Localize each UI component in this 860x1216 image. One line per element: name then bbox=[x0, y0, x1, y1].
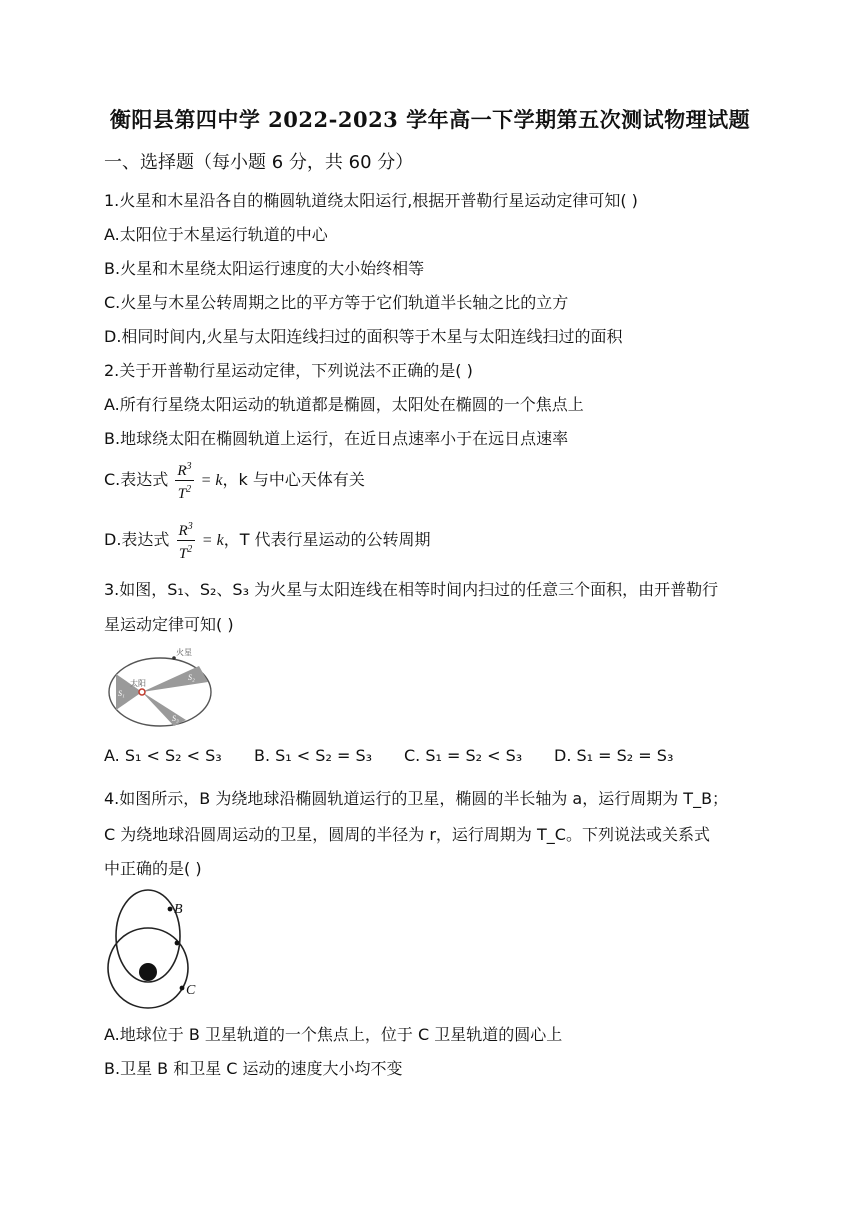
earth-icon bbox=[139, 963, 157, 981]
q4-option-a: A.地球位于 B 卫星轨道的一个焦点上，位于 C 卫星轨道的圆心上 bbox=[104, 1025, 563, 1044]
q1-option-a: A.太阳位于木星运行轨道的中心 bbox=[104, 225, 328, 244]
satellite-c-icon bbox=[180, 986, 185, 991]
q2-option-c bbox=[104, 458, 365, 503]
formula-rhs: = k bbox=[201, 532, 224, 549]
frac-denominator: T bbox=[178, 546, 188, 562]
sun-icon bbox=[139, 689, 145, 695]
frac-num-exp: 3 bbox=[186, 461, 192, 472]
formula-fraction bbox=[175, 458, 193, 503]
q3-option-c: C. S₁ = S₂ < S₃ bbox=[404, 746, 523, 765]
orbit-intersection-point bbox=[175, 941, 180, 946]
q2-option-d-suffix: ，T 代表行星运动的公转周期 bbox=[223, 530, 431, 549]
s3-label: S₃ bbox=[172, 714, 179, 723]
q4-stem-line1: 4.如图所示，B 为绕地球沿椭圆轨道运行的卫星，椭圆的半长轴为 a，运行周期为 T_B； bbox=[104, 789, 729, 808]
q4-option-b: B.卫星 B 和卫星 C 运动的速度大小均不变 bbox=[104, 1059, 403, 1078]
frac-numerator: R bbox=[178, 523, 188, 539]
q1-option-b: B.火星和木星绕太阳运行速度的大小始终相等 bbox=[104, 259, 425, 278]
q3-option-a: A. S₁ < S₂ < S₃ bbox=[104, 746, 222, 765]
s2-label: S₂ bbox=[188, 673, 195, 682]
q1-option-c: C.火星与木星公转周期之比的平方等于它们轨道半长轴之比的立方 bbox=[104, 293, 569, 312]
section-heading: 一、选择题（每小题 6 分，共 60 分） bbox=[104, 152, 414, 173]
q3-option-b: B. S₁ < S₂ = S₃ bbox=[254, 746, 373, 765]
q2-option-d bbox=[104, 518, 431, 563]
satellite-c-label: C bbox=[186, 983, 196, 998]
q2-stem: 2.关于开普勒行星运动定律，下列说法不正确的是( ) bbox=[104, 361, 473, 380]
satellite-b-icon bbox=[168, 907, 173, 912]
mars-label: 火星 bbox=[176, 648, 192, 657]
formula-rhs: = k bbox=[200, 472, 223, 489]
q2-option-c-suffix: ，k 与中心天体有关 bbox=[222, 470, 365, 489]
frac-den-exp: 2 bbox=[186, 484, 192, 495]
q4-stem-line2: C 为绕地球沿圆周运动的卫星，圆周的半径为 r，运行周期为 T_C。下列说法或关系式 bbox=[104, 825, 710, 844]
q2-option-a: A.所有行星绕太阳运动的轨道都是椭圆，太阳处在椭圆的一个焦点上 bbox=[104, 395, 584, 414]
satellite-orbit-figure bbox=[102, 888, 212, 1012]
mars-orbit-figure bbox=[104, 642, 220, 734]
q2-option-d-prefix: D.表达式 bbox=[104, 530, 170, 549]
frac-denominator: T bbox=[177, 486, 187, 502]
satellite-b-label: B bbox=[174, 902, 183, 917]
q3-options bbox=[104, 746, 704, 765]
q1-option-d: D.相同时间内,火星与太阳连线扫过的面积等于木星与太阳连线扫过的面积 bbox=[104, 327, 623, 346]
q2-option-c-prefix: C.表达式 bbox=[104, 470, 169, 489]
q4-stem-line3: 中正确的是( ) bbox=[104, 859, 202, 878]
q3-option-d: D. S₁ = S₂ = S₃ bbox=[554, 746, 674, 765]
q3-stem-line2: 星运动定律可知( ) bbox=[104, 615, 234, 634]
page-title: 衡阳县第四中学 2022-2023 学年高一下学期第五次测试物理试题 bbox=[109, 107, 751, 132]
q3-stem-line1: 3.如图，S₁、S₂、S₃ 为火星与太阳连线在相等时间内扫过的任意三个面积，由开普勒行 bbox=[104, 580, 719, 599]
frac-num-exp: 3 bbox=[187, 521, 193, 532]
frac-numerator: R bbox=[177, 463, 187, 479]
sun-label: 太阳 bbox=[130, 679, 146, 688]
s1-label: S₁ bbox=[118, 689, 125, 698]
frac-den-exp: 2 bbox=[187, 544, 193, 555]
formula-fraction bbox=[177, 518, 195, 563]
q1-stem: 1.火星和木星沿各自的椭圆轨道绕太阳运行,根据开普勒行星运动定律可知( ) bbox=[104, 191, 638, 210]
q2-option-b: B.地球绕太阳在椭圆轨道上运行，在近日点速率小于在远日点速率 bbox=[104, 429, 569, 448]
